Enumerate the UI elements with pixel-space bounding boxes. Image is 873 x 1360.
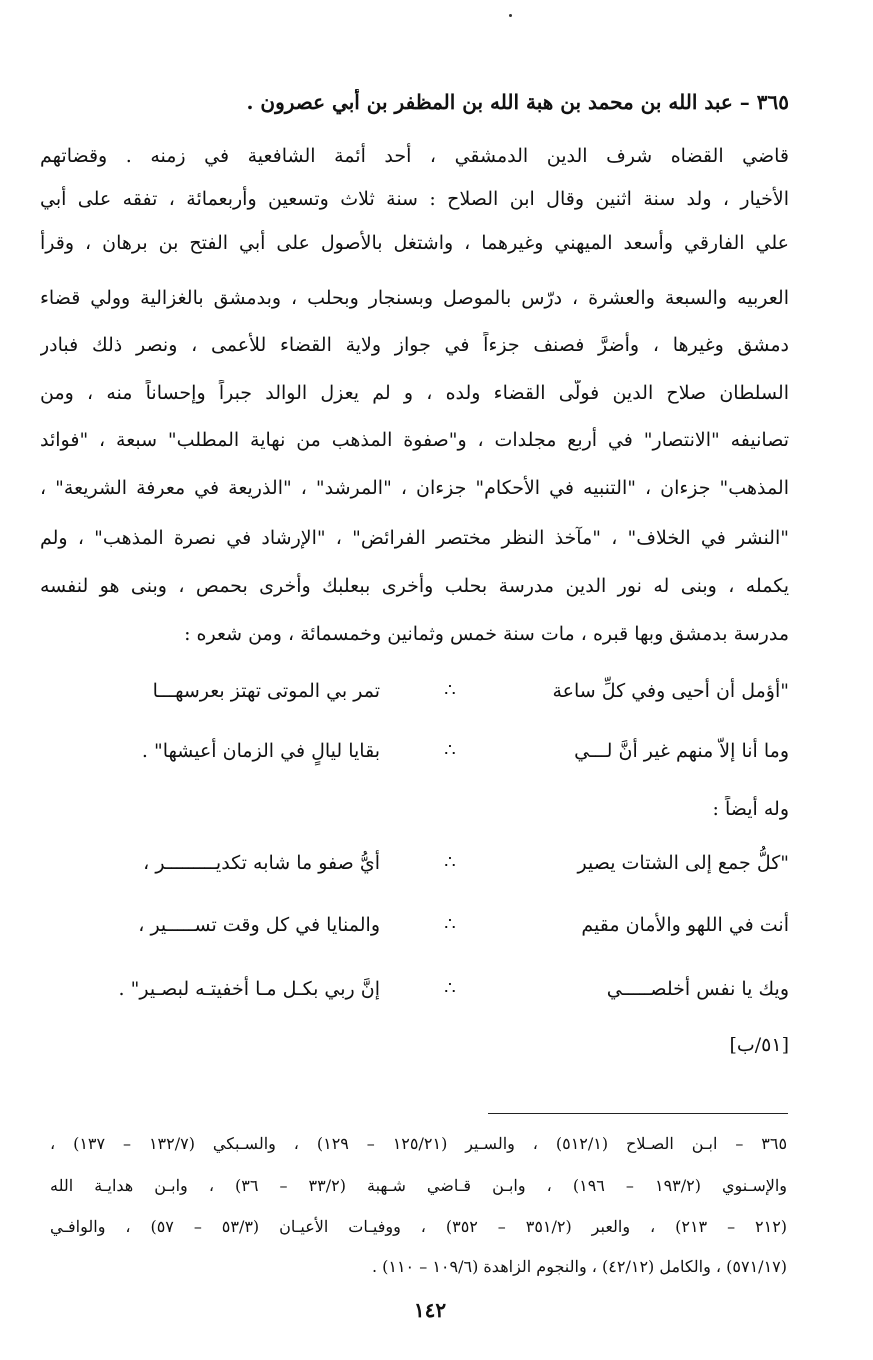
verse-4-second-hemistich: والمنايا في كل وقت تســـــير ، [138, 914, 380, 936]
verse-3-first-hemistich: "كلُّ جمع إلى الشتات يصير [577, 852, 789, 874]
also-label: وله أيضاً : [712, 798, 789, 820]
body-line-3: علي الفارقي وأسعد الميهني وغيرهما ، واشتغل بالأصول على أبي الفتح بن برهان ، وقرأ [40, 232, 789, 254]
footnote-line-2: والإسـنوي (١٩٣/٢ – ١٩٦) ، وابـن قـاضي شـهبة (٣٣/٢ – ٣٦) ، وابـن هدايـة الله [50, 1176, 787, 1195]
verse-4-first-hemistich: أنت في اللهو والأمان مقيم [581, 914, 789, 936]
body-line-5: دمشق وغيرها ، وأضرَّ فصنف جزءاً في جواز ولاية القضاء للأعمى ، ونصر ذلك فبادر [40, 334, 789, 356]
body-line-7: تصانيفه "الانتصار" في أربع مجلدات ، و"صفوة المذهب من نهاية المطلب" سبعة ، "فوائد [40, 429, 789, 451]
verse-1-first-hemistich: "أؤمل أن أحيى وفي كلِّ ساعة [552, 680, 789, 702]
verse-separator: ∴ [444, 852, 456, 873]
verse-2-second-hemistich: بقايا ليالٍ في الزمان أعيشها" . [141, 740, 380, 762]
verse-5-second-hemistich: إنَّ ربي بكـل مـا أخفيتـه لبصـير" . [118, 978, 380, 1000]
verse-5-first-hemistich: ويك يا نفس أخلصـــــي [606, 978, 789, 1000]
footnote-line-1: ٣٦٥ – ابـن الصـلاح (٥١٢/١) ، والسـير (١٢٥/٢١ – ١٢٩) ، والسـبكي (١٣٢/٧ – ١٣٧) ، [50, 1134, 787, 1153]
verse-separator: ∴ [444, 680, 456, 701]
entry-heading: ٣٦٥ – عبد الله بن محمد بن هبة الله بن المظفر بن أبي عصرون . [246, 90, 789, 114]
body-line-2: الأخيار ، ولد سنة اثنين وقال ابن الصلاح : سنة ثلاث وتسعين وأربعمائة ، تفقه على أبي [40, 188, 789, 210]
body-line-10: يكمله ، وبنى له نور الدين مدرسة بحلب وأخرى ببعلبك وأخرى بحمص ، وبنى هو لنفسه [40, 575, 789, 597]
verse-1-second-hemistich: تمر بي الموتى تهتز بعرسهـــا [152, 680, 380, 702]
body-line-6: السلطان صلاح الدين فولّى القضاء ولده ، و لم يعزل الوالد جبراً وإحساناً منه ، ومن [40, 382, 789, 404]
verse-2-first-hemistich: وما أنا إلاّ منهم غير أنَّ لـــي [574, 740, 789, 762]
page-number: ١٤٢ [413, 1298, 447, 1322]
verse-3-second-hemistich: أيُّ صفو ما شابه تكديـــــــــر ، [143, 852, 380, 874]
verse-separator: ∴ [444, 914, 456, 935]
top-mark [509, 14, 512, 17]
body-line-11: مدرسة بدمشق وبها قبره ، مات سنة خمس وثمانين وخمسمائة ، ومن شعره : [184, 623, 789, 645]
footnote-line-3: (٢١٢ – ٢١٣) ، والعبر (٣٥١/٢ – ٣٥٢) ، ووفيـات الأعيـان (٥٣/٣ – ٥٧) ، والوافـي [50, 1217, 787, 1236]
footnote-line-4: (٥٧١/١٧) ، والكامل (٤٢/١٢) ، والنجوم الزاهدة (١٠٩/٦ – ١١٠) . [371, 1257, 787, 1276]
footnote-divider [488, 1113, 788, 1114]
body-line-1: قاضي القضاه شرف الدين الدمشقي ، أحد أئمة الشافعية في زمنه . وقضاتهم [40, 145, 789, 167]
body-line-4: العربيه والسبعة والعشرة ، درّس بالموصل وبسنجار وبحلب ، وبدمشق بالغزالية وولي قضاء [40, 287, 789, 309]
verse-separator: ∴ [444, 978, 456, 999]
verse-separator: ∴ [444, 740, 456, 761]
folio-marker: [٥١/ب] [729, 1034, 789, 1056]
body-line-8: المذهب" جزءان ، "التنبيه في الأحكام" جزءان ، "المرشد" ، "الذريعة في معرفة الشريعة" ، [40, 477, 789, 499]
body-line-9: "النشر في الخلاف" ، "مآخذ النظر مختصر الفرائض" ، "الإرشاد في نصرة المذهب" ، ولم [40, 527, 789, 549]
